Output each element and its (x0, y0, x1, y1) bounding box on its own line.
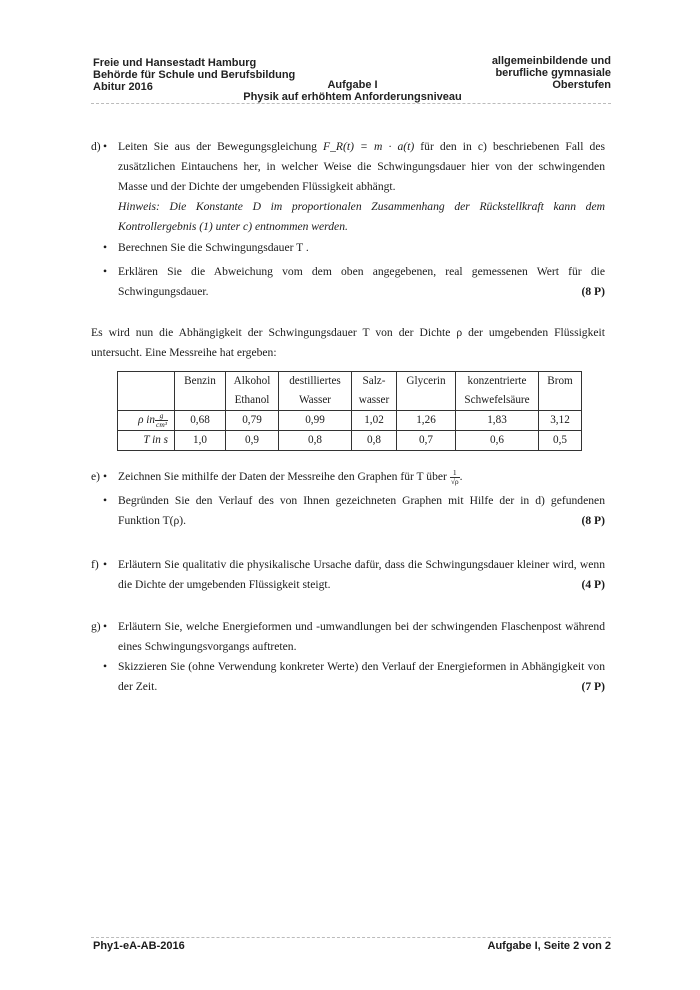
table-corner-cell (118, 372, 175, 411)
period-row-label: T in s (118, 431, 175, 451)
bullet: • (103, 620, 108, 633)
table-cell: 0,8 (352, 431, 397, 451)
equation-of-motion: F_R(t) = m · a(t) (323, 140, 415, 153)
part-d-item-1: Leiten Sie aus der Bewegungsgleichung F_R(t) = m · a(t) für den in c) beschriebenen Fall des zusätzlichen Eintauchens her, in welcher Weise die Schwingungsdauer hier von der schwingenden Masse und der Dichte der umgebenden Flüssigkeit abhängt. Hinweis: Die Konstante D im proportionalen Zusammenhang der Rückstellkraft kann dem Kontrollergebnis (1) unter c) entnommen werden. (118, 137, 605, 237)
part-d-points: (8 P) (581, 285, 605, 298)
bullet: • (103, 558, 108, 571)
table-header-cell: Benzin (175, 372, 226, 411)
table-header-cell: Alkohol Ethanol (226, 372, 279, 411)
bullet: • (103, 470, 108, 483)
density-unit: $\frac{g}{\text{cm³}}$ (156, 410, 167, 429)
part-d-hint: Hinweis: Die Konstante D im proportionalen Zusammenhang der Rückstellkraft kann dem Kontrollergebnis (1) unter c) entnommen werden. (118, 200, 605, 233)
header-school-type-2: berufliche gymnasiale (495, 67, 611, 79)
header-exam-year: Abitur 2016 (93, 81, 153, 93)
bullet: • (103, 140, 108, 153)
header-authority: Freie und Hansestadt Hamburg (93, 57, 257, 69)
bullet: • (103, 660, 108, 673)
part-g-label: g) (91, 620, 101, 633)
header-divider (91, 103, 611, 104)
footer-divider (91, 937, 611, 938)
table-cell: 1,0 (175, 431, 226, 451)
table-row-density (118, 411, 582, 431)
header-school-type-1: allgemeinbildende und (491, 55, 611, 67)
task-title: Aufgabe I (327, 79, 378, 91)
table-cell: 0,99 (279, 411, 352, 431)
table-cell: 0,79 (226, 411, 279, 431)
part-f-item-1: Erläutern Sie qualitativ die physikalische Ursache dafür, dass die Schwingungsdauer kleiner wird, wenn die Dichte der umgebenden Flüssigkeit steigt. (4 P) (118, 555, 605, 595)
table-cell: 0,6 (456, 431, 539, 451)
part-g-points: (7 P) (581, 680, 605, 693)
part-g-item-2: Skizzieren Sie (ohne Verwendung konkreter Werte) den Verlauf der Energieformen in Abhängigkeit von der Zeit. (7 P) (118, 657, 605, 697)
table-cell: 1,26 (397, 411, 456, 431)
table-cell: 0,5 (539, 431, 582, 451)
part-e-label: e) (91, 470, 101, 483)
header-school-type-3: Oberstufen (552, 79, 611, 91)
table-header-cell: konzentrierte Schwefelsäure (456, 372, 539, 411)
footer-page-info: Aufgabe I, Seite 2 von 2 (487, 940, 611, 952)
part-e-item-1: Zeichnen Sie mithilfe der Daten der Messreihe den Graphen für T über $\frac{1}{√\rho}$ . (118, 467, 463, 486)
footer-document-id: Phy1-eA-AB-2016 (93, 940, 185, 952)
part-d-label: d) (91, 140, 101, 153)
part-f-points: (4 P) (581, 578, 605, 591)
part-e-points: (8 P) (581, 514, 605, 527)
inverse-sqrt-density: $\frac{1}{√\rho}$ (450, 467, 459, 486)
measurement-intro: Es wird nun die Abhängigkeit der Schwingungsdauer T von der Dichte ρ der umgebenden Flüssigkeit untersucht. Eine Messreihe hat ergeben: (91, 326, 605, 359)
part-f-label: f) (91, 558, 99, 571)
density-row-label: ρ in $\frac{g}{\text{cm³}}$ (118, 411, 175, 431)
table-cell: 3,12 (539, 411, 582, 431)
table-cell: 0,7 (397, 431, 456, 451)
table-cell: 0,68 (175, 411, 226, 431)
measurement-table (117, 371, 582, 451)
table-header-cell: Glycerin (397, 372, 456, 411)
part-g-item-1: Erläutern Sie, welche Energieformen und -umwandlungen bei der schwingenden Flaschenpost während eines Schwingungsvorgangs auftreten. (118, 620, 605, 653)
bullet: • (103, 494, 108, 507)
bullet: • (103, 265, 108, 278)
part-d-item-2: Berechnen Sie die Schwingungsdauer T . (118, 241, 309, 254)
table-header-cell: Salz- wasser (352, 372, 397, 411)
header-center (225, 79, 480, 103)
header-right (492, 55, 611, 91)
part-d-item-3: Erklären Sie die Abweichung vom dem oben angegebenen, real gemessenen Wert für die Schwingungsdauer. (8 P) (118, 262, 605, 302)
table-cell: 0,8 (279, 431, 352, 451)
bullet: • (103, 241, 108, 254)
part-e-item-2: Begründen Sie den Verlauf des von Ihnen gezeichneten Graphen mit Hilfe der in d) gefundenen Funktion T(ρ). (8 P) (118, 491, 605, 531)
table-cell: 1,83 (456, 411, 539, 431)
table-header-row (118, 372, 582, 411)
table-cell: 0,9 (226, 431, 279, 451)
table-row-period (118, 431, 582, 451)
table-cell: 1,02 (352, 411, 397, 431)
task-subtitle: Physik auf erhöhtem Anforderungsniveau (243, 91, 462, 103)
table-header-cell: Brom (539, 372, 582, 411)
header-department: Behörde für Schule und Berufsbildung (93, 69, 296, 81)
table-header-cell: destilliertes Wasser (279, 372, 352, 411)
